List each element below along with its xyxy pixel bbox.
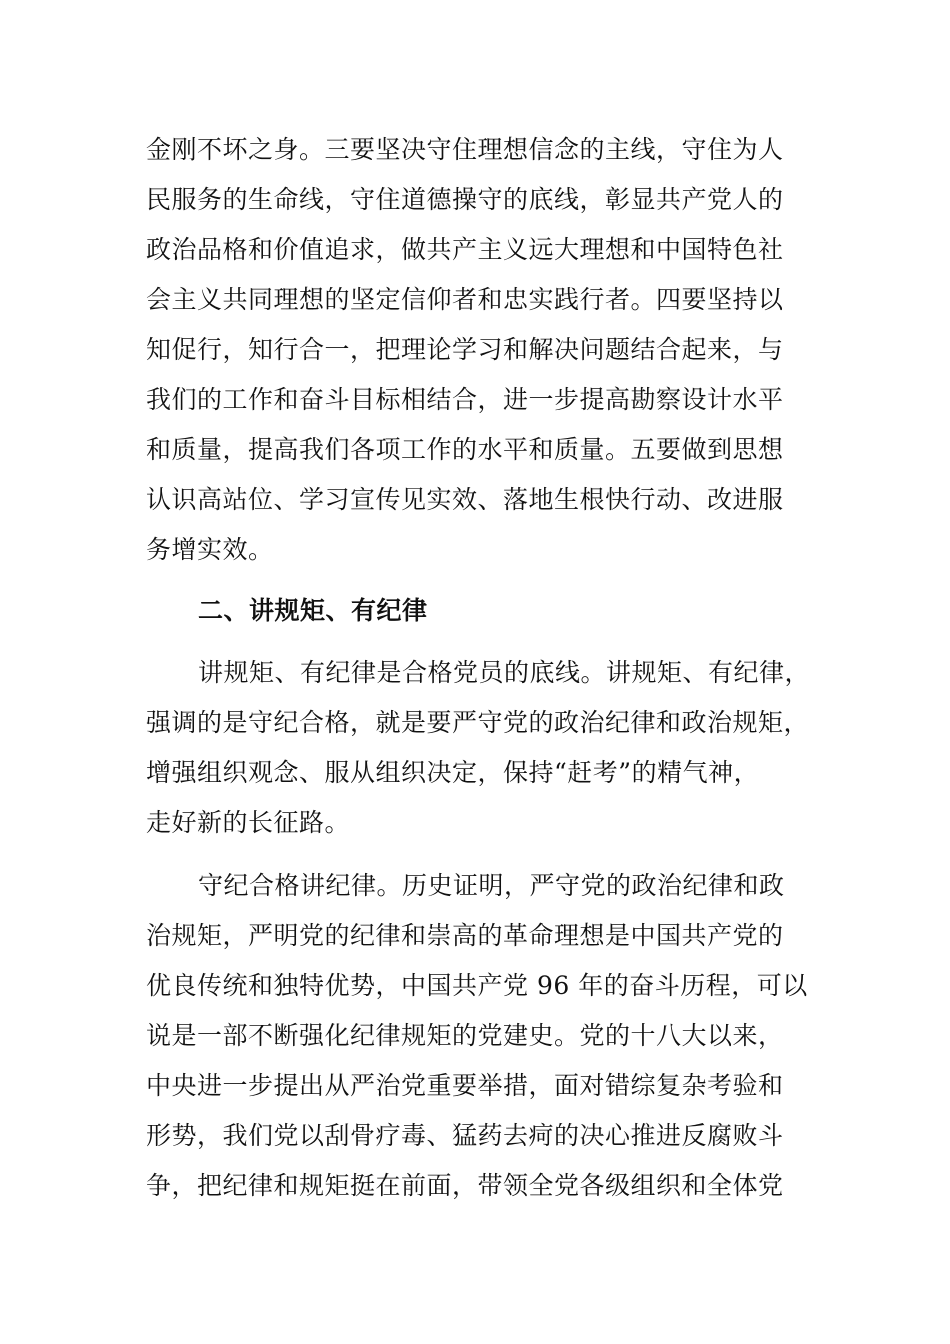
paragraph-3-line-7: 争，把纪律和规矩挺在前面，带领全党各级组织和全体党 xyxy=(146,1171,784,1200)
paragraph-1-line-6: 我们的工作和奋斗目标相结合，进一步提高勘察设计水平 xyxy=(146,385,784,414)
paragraph-1-line-3: 政治品格和价值追求，做共产主义远大理想和中国特色社 xyxy=(146,235,784,264)
paragraph-3-line-6: 形势，我们党以刮骨疗毒、猛药去疴的决心推进反腐败斗 xyxy=(146,1121,784,1150)
paragraph-2-line-3: 增强组织观念、服从组织决定，保持“赶考”的精气神， xyxy=(146,758,760,787)
paragraph-1-line-9: 务增实效。 xyxy=(146,535,274,564)
paragraph-3-line-5: 中央进一步提出从严治党重要举措，面对错综复杂考验和 xyxy=(146,1071,784,1100)
paragraph-3-line-3: 优良传统和独特优势，中国共产党 96 年的奋斗历程，可以 xyxy=(146,971,808,1000)
paragraph-2-line-4: 走好新的长征路。 xyxy=(146,808,351,837)
paragraph-3-line-2: 治规矩，严明党的纪律和崇高的革命理想是中国共产党的 xyxy=(146,921,784,950)
paragraph-2-line-2: 强调的是守纪合格，就是要严守党的政治纪律和政治规矩， xyxy=(146,708,810,737)
paragraph-1-line-5: 知促行，知行合一，把理论学习和解决问题结合起来，与 xyxy=(146,335,784,364)
paragraph-1-line-7: 和质量，提高我们各项工作的水平和质量。五要做到思想 xyxy=(146,435,784,464)
paragraph-1-line-2: 民服务的生命线，守住道德操守的底线，彰显共产党人的 xyxy=(146,185,784,214)
paragraph-3-line-1: 守纪合格讲纪律。历史证明，严守党的政治纪律和政 xyxy=(198,871,785,900)
section-heading: 二、讲规矩、有纪律 xyxy=(198,596,428,625)
paragraph-1-line-4: 会主义共同理想的坚定信仰者和忠实践行者。四要坚持以 xyxy=(146,285,784,314)
paragraph-1-line-8: 认识高站位、学习宣传见实效、落地生根快行动、改进服 xyxy=(146,485,784,514)
paragraph-1-line-1: 金刚不坏之身。三要坚决守住理想信念的主线，守住为人 xyxy=(146,135,784,164)
paragraph-3-line-4: 说是一部不断强化纪律规矩的党建史。党的十八大以来， xyxy=(146,1021,784,1050)
paragraph-2-line-1: 讲规矩、有纪律是合格党员的底线。讲规矩、有纪律， xyxy=(198,658,811,687)
